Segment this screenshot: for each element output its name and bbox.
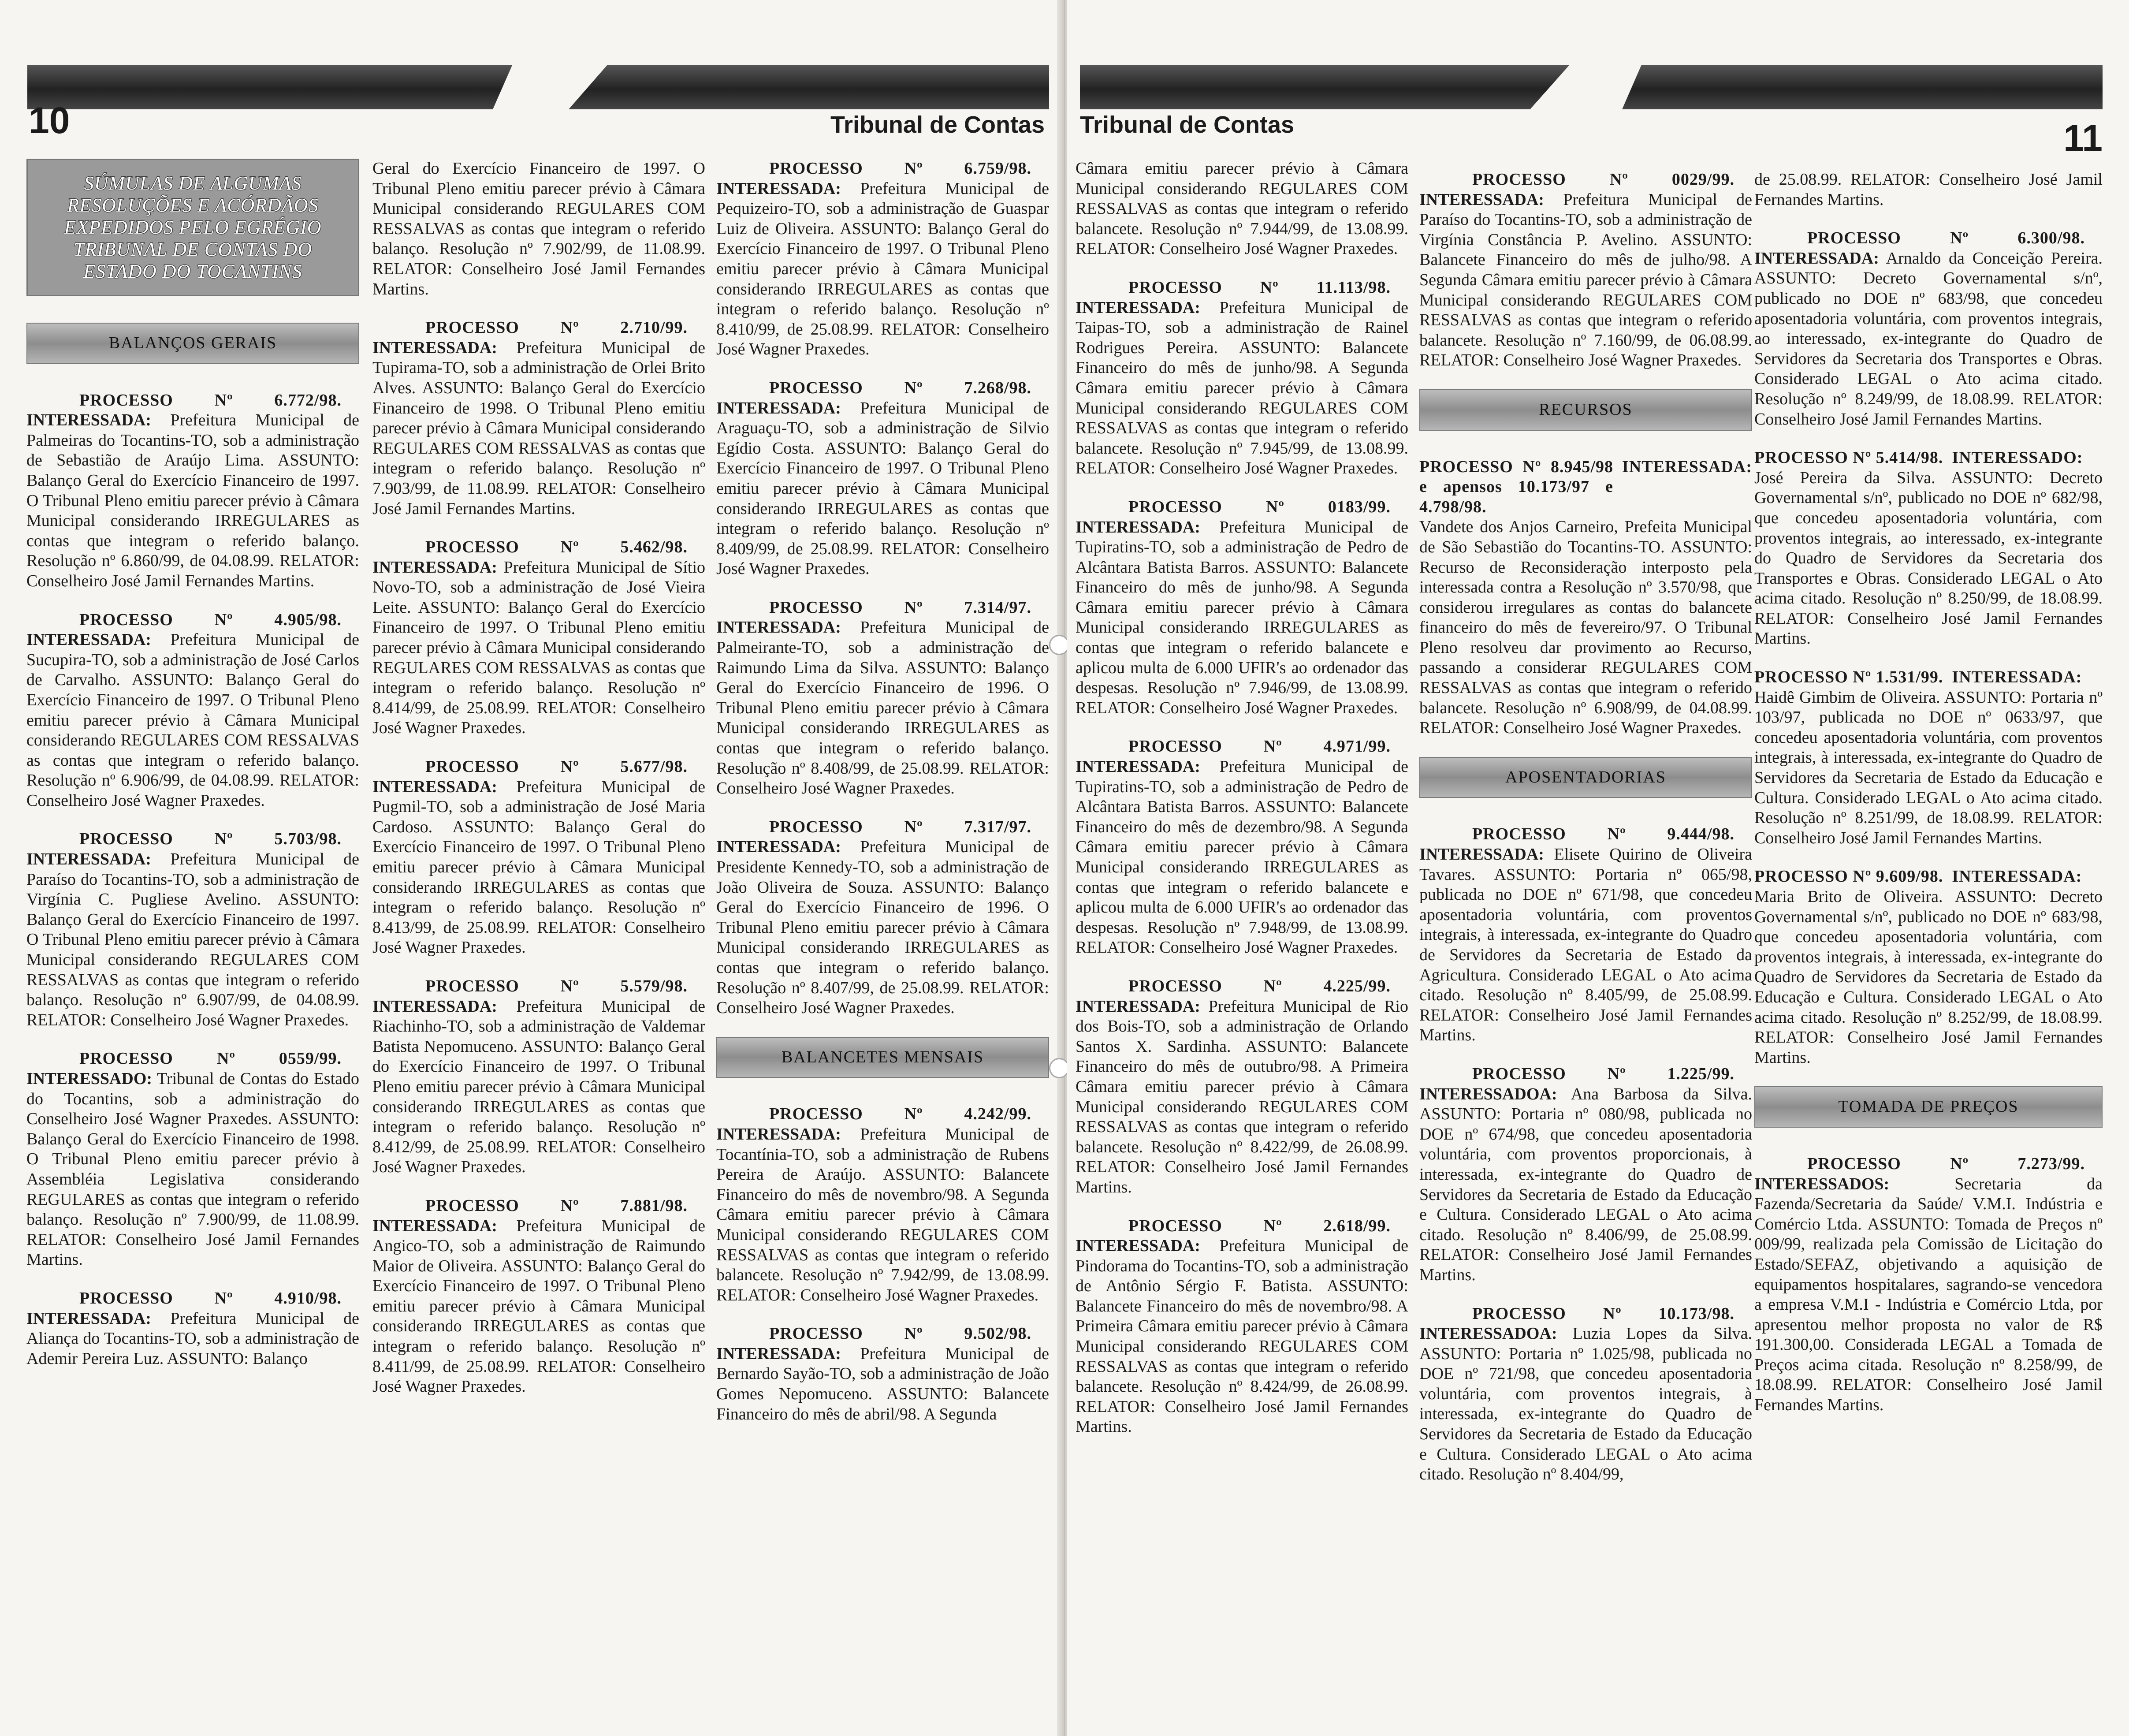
processo-number: 6.759/98.	[964, 159, 1031, 178]
processo-text: Prefeitura Municipal de Pequizeiro-TO, sob a administração de Guaspar Luiz de Oliveira. ASSUNTO: Balanço Geral do Exercício Financeiro de 1997. O Tribunal Pleno emitiu parecer prévio à Câmara Municipal considerando IRREGULARES as contas que integram o referido balanço. Resolução nº 8.410/99, de 25.08.99. RELATOR: Conselheiro José Wagner Praxedes.	[716, 179, 1050, 359]
interessada-label: INTERESSADA:	[1076, 997, 1200, 1016]
processo-number: 4.971/99.	[1323, 737, 1391, 756]
entries-right-col-2a	[1419, 170, 1752, 371]
processo-number: 5.677/98.	[620, 757, 688, 776]
processo-body	[372, 1216, 705, 1397]
processo-number: 4.225/99.	[1323, 976, 1391, 995]
interessada-label: INTERESSADA:	[716, 618, 841, 637]
processo-body	[716, 399, 1049, 579]
interessada-label: INTERESSADA:	[372, 338, 497, 357]
processo-n-label: Nº	[1950, 1154, 1969, 1173]
header-bar-right-a	[1080, 65, 1569, 109]
processo-text: Prefeitura Municipal de Paraíso do Tocantins-TO, sob a administração de Virgínia C. Pugliese Avelino. ASSUNTO: Balanço Geral do Exercício Financeiro de 1997. O Tribunal Pleno emitiu parecer prévio à Câmara Municipal considerando REGULARES COM RESSALVAS as contas que integram o referido balanço. Resolução nº 6.907/99, de 04.08.99. RELATOR: Conselheiro José Wagner Praxedes.	[26, 850, 360, 1029]
interessada-label: INTERESSADA:	[716, 179, 841, 198]
header-bar-left-b	[569, 65, 1049, 109]
section-recursos: RECURSOS	[1419, 389, 1752, 431]
processo-heading	[26, 829, 359, 849]
processo-n-label: Nº	[1603, 1304, 1622, 1323]
processo-n-label: Nº	[1263, 1216, 1282, 1235]
processo-entry	[372, 537, 705, 738]
processo-body	[1754, 688, 2103, 849]
continuation-lead: Geral do Exercício Financeiro de 1997. O Tribunal Pleno emitiu parecer prévio à Câmara Municipal considerando REGULARES COM RESSALVAS as contas que integram o referido balanço. Resolução nº 7.902/99, de 11.08.99. RELATOR: Conselheiro José Jamil Fernandes Martins.	[372, 159, 705, 298]
section-balancos-gerais: BALANÇOS GERAIS	[26, 323, 359, 364]
processo-n-label: Nº	[904, 1105, 923, 1124]
processo-number: 1.225/99.	[1667, 1064, 1734, 1083]
right-page	[1067, 0, 2129, 1736]
processo-body	[1076, 518, 1408, 719]
processo-number: 0183/99.	[1328, 497, 1391, 516]
processo-text: Ana Barbosa da Silva. ASSUNTO: Portaria nº 080/98, publicada no DOE nº 674/98, que concedeu aposentadoria voluntária, com proventos proporcionais, à interessada, ex-integrante do Quadro de Servidores da Secretaria de Estado da Educação e Cultura. Considerado LEGAL o Ato acima citado. Resolução nº 8.406/99, de 25.08.99. RELATOR: Conselheiro José Jamil Fernandes Martins.	[1419, 1084, 1752, 1284]
processo-text: Prefeitura Municipal de Tocantínia-TO, sob a administração de Rubens Pereira de Araújo. ASSUNTO: Balancete Financeiro do mês de novembro/98. A Segunda Câmara emitiu parecer prévio à Câmara Municipal considerando REGULARES COM RESSALVAS as contas que integram o referido balancete. Resolução nº 7.942/99, de 13.08.99. RELATOR: Conselheiro José Wagner Praxedes.	[716, 1125, 1050, 1304]
processo-heading	[716, 817, 1049, 838]
processo-heading	[1076, 737, 1408, 757]
processo-n-label: Nº	[1609, 170, 1628, 189]
entries-left-col-3b	[716, 1104, 1049, 1424]
continuation-text	[372, 159, 705, 299]
processo-text: Prefeitura Municipal de Pugmil-TO, sob a administração de José Maria Cardoso. ASSUNTO: Balanço Geral do Exercício Financeiro de 1997. O Tribunal Pleno emitiu parecer prévio à Câmara Municipal considerando IRREGULARES as contas que integram o referido balanço. Resolução nº 8.413/99, de 25.08.99. RELATOR: Conselheiro José Wagner Praxedes.	[372, 777, 706, 957]
processo-entry	[1076, 497, 1408, 719]
page-number-left: 10	[29, 100, 70, 141]
processo-entry	[1754, 867, 2103, 1068]
processo-label: PROCESSO	[79, 391, 173, 410]
processo-n-label: Nº	[1263, 737, 1282, 756]
interessada-label: INTERESSADA:	[716, 399, 841, 417]
interessada-label: INTERESSADA:	[716, 838, 841, 857]
processo-heading	[716, 1324, 1049, 1344]
processo-n-label: Nº	[214, 830, 233, 849]
processo-text: Vandete dos Anjos Carneiro, Prefeita Municipal de São Sebastião do Tocantins-TO. ASSUNTO: Recurso de Reconsideração interposto pela interessada contra a Resolução nº 3.570/98, que considerou irregulares as contas do balancete financeiro do mês de fevereiro/97. O Tribunal Pleno resolveu dar provimento ao Recurso, passando a considerar REGULARES COM RESSALVAS as contas que integram o referido balancete. Resolução nº 6.908/99, de 04.08.99. RELATOR: Conselheiro José Wagner Praxedes.	[1419, 518, 1752, 738]
right-col-3	[1754, 170, 2103, 1434]
processo-entry	[716, 817, 1049, 1018]
processo-label: PROCESSO	[769, 1105, 863, 1124]
left-col-2	[372, 159, 705, 1416]
processo-body	[26, 410, 359, 591]
left-col-3	[716, 159, 1049, 1443]
processo-body	[26, 849, 359, 1030]
processo-label: PROCESSO Nº 8.945/98 e apensos 10.173/97 e 4.798/98.	[1419, 457, 1614, 516]
processo-label: PROCESSO	[769, 598, 863, 617]
processo-entry	[1419, 457, 1752, 738]
processo-label: PROCESSO	[769, 1324, 863, 1343]
processo-label: PROCESSO Nº 9.609/98.	[1754, 867, 1943, 886]
processo-body	[1419, 845, 1752, 1046]
processo-heading	[1076, 278, 1408, 298]
processo-number: 2.618/99.	[1323, 1216, 1391, 1235]
interessada-label: INTERESSADA:	[26, 850, 151, 869]
processo-text: Prefeitura Municipal de Taipas-TO, sob a administração de Rainel Rodrigues Pereira. ASSUNTO: Balancete Financeiro do mês de junho/98. A Segunda Câmara emitiu parecer prévio à Câmara Municipal considerando REGULARES COM RESSALVAS as contas que integram o referido balancete. Resolução nº 7.945/99, de 13.08.99. RELATOR: Conselheiro José Wagner Praxedes.	[1076, 298, 1409, 478]
section-aposentadorias: APOSENTADORIAS	[1419, 757, 1752, 798]
processo-entry	[1754, 448, 2103, 649]
processo-n-label: Nº	[904, 817, 923, 836]
page-number-right: 11	[2063, 117, 2103, 159]
processo-n-label: Nº	[1607, 1064, 1626, 1083]
interessada-label: INTERESSADA:	[1622, 457, 1752, 476]
processo-body	[372, 997, 705, 1177]
processo-body	[372, 558, 705, 738]
processo-heading	[716, 378, 1049, 399]
processo-body	[1076, 997, 1408, 1198]
processo-text: Luzia Lopes da Silva. ASSUNTO: Portaria nº 1.025/98, publicada no DOE nº 721/98, que concedeu aposentadoria voluntária, com proventos integrais, à interessada, ex-integrante do Quadro de Servidores da Secretaria de Estado da Educação e Cultura. Considerado LEGAL o Ato acima citado. Resolução nº 8.404/99,	[1419, 1324, 1752, 1484]
processo-n-label: Nº	[560, 318, 579, 337]
processo-text: Prefeitura Municipal de Aliança do Tocantins-TO, sob a administração de Ademir Pereira Luz. ASSUNTO: Balanço	[26, 1309, 360, 1368]
processo-entry	[372, 757, 705, 958]
processo-heading	[372, 318, 705, 338]
processo-number: 6.772/98.	[274, 391, 342, 410]
processo-entry	[372, 318, 705, 519]
interessada-label: INTERESSADA:	[26, 1309, 151, 1328]
processo-n-label: Nº	[1260, 278, 1279, 297]
interessada-label: INTERESSADA:	[1419, 190, 1544, 209]
processo-number: 4.242/99.	[964, 1105, 1031, 1124]
processo-n-label: Nº	[560, 538, 579, 557]
processo-label: PROCESSO	[1807, 1154, 1901, 1173]
continuation-text	[1076, 159, 1408, 259]
processo-text: Prefeitura Municipal de Presidente Kennedy-TO, sob a administração de João Oliveira de Souza. ASSUNTO: Balanço Geral do Exercício Financeiro de 1996. O Tribunal Pleno emitiu parecer prévio à Câmara Municipal considerando IRREGULARES as contas que integram o referido balanço. Resolução nº 8.407/99, de 25.08.99. RELATOR: Conselheiro José Wagner Praxedes.	[716, 838, 1050, 1017]
processo-entry	[1076, 278, 1408, 479]
processo-body	[372, 777, 705, 958]
processo-body	[716, 837, 1049, 1018]
interessada-label: INTERESSADA:	[372, 777, 497, 796]
interessada-label: INTERESSADO:	[26, 1069, 153, 1088]
processo-n-label: Nº	[1950, 229, 1969, 248]
processo-entry	[1419, 824, 1752, 1046]
processo-number: 2.710/99.	[620, 318, 688, 337]
continuation-lead: de 25.08.99. RELATOR: Conselheiro José Jamil Fernandes Martins.	[1754, 170, 2103, 209]
processo-entry	[1754, 667, 2103, 848]
processo-heading	[372, 537, 705, 558]
processo-heading	[1419, 1304, 1752, 1324]
processo-n-label: Nº	[904, 159, 923, 178]
processo-text: Haidê Gimbim de Oliveira. ASSUNTO: Portaria nº 103/97, publicada no DOE nº 0633/97, que concedeu aposentadoria voluntária, com proventos integrais, à interessada, ex-integrante do Quadro de Servidores da Secretaria de Estado da Educação e Cultura. Considerado LEGAL o Ato acima citado. Resolução nº 8.251/99, de 18.08.99. RELATOR: Conselheiro José Jamil Fernandes Martins.	[1754, 688, 2103, 847]
processo-number: 7.881/98.	[620, 1196, 688, 1215]
header-bar-right-b	[1622, 65, 2103, 109]
processo-number: 4.910/98.	[274, 1289, 342, 1308]
processo-heading	[716, 598, 1049, 618]
processo-n-label: Nº	[1265, 497, 1284, 516]
processo-body	[1076, 1236, 1408, 1437]
processo-label: PROCESSO	[425, 538, 519, 557]
processo-body	[1076, 298, 1408, 479]
processo-body	[1419, 1084, 1752, 1285]
processo-text: José Pereira da Silva. ASSUNTO: Decreto Governamental s/nº, publicado no DOE nº 682/98, que concedeu aposentadoria voluntária, com proventos integrais, ao interessado, ex-integrante do Quadro de Servidores da Secretaria dos Transportes e Obras. Considerado LEGAL o Ato acima citado. Resolução nº 8.250/99, de 18.08.99. RELATOR: Conselheiro José Jamil Fernandes Martins.	[1754, 468, 2103, 648]
processo-heading	[1754, 867, 2103, 887]
processo-heading	[1419, 457, 1752, 518]
processo-entry	[1419, 170, 1752, 371]
processo-entry	[716, 159, 1049, 360]
processo-entry	[1419, 1064, 1752, 1285]
processo-label: PROCESSO	[1472, 170, 1566, 189]
processo-label: PROCESSO	[1128, 497, 1222, 516]
processo-label: PROCESSO	[79, 1289, 173, 1308]
continuation-lead: Câmara emitiu parecer prévio à Câmara Municipal considerando REGULARES COM RESSALVAS as contas que integram o referido balancete. Resolução nº 7.944/99, de 13.08.99. RELATOR: Conselheiro José Wagner Praxedes.	[1076, 159, 1408, 258]
processo-text: Prefeitura Municipal de Palmeirante-TO, sob a administração de Raimundo Lima da Silva. ASSUNTO: Balanço Geral do Exercício Financeiro de 1996. O Tribunal Pleno emitiu parecer prévio à Câmara Municipal considerando IRREGULARES as contas que integram o referido balanço. Resolução nº 8.408/99, de 25.08.99. RELATOR: Conselheiro José Wagner Praxedes.	[716, 618, 1050, 798]
section-balancetes-mensais: BALANCETES MENSAIS	[716, 1037, 1049, 1078]
processo-n-label: Nº	[904, 1324, 923, 1343]
processo-text: Prefeitura Municipal de Angico-TO, sob a administração de Raimundo Maior de Oliveira. ASSUNTO: Balanço Geral do Exercício Financeiro de 1997. O Tribunal Pleno emitiu parecer prévio à Câmara Municipal considerando IRREGULARES as contas que integram o referido balanço. Resolução nº 8.411/99, de 25.08.99. RELATOR: Conselheiro José Wagner Praxedes.	[372, 1216, 706, 1396]
processo-heading	[1754, 228, 2103, 249]
interessada-label: INTERESSADA:	[372, 997, 497, 1016]
processo-body	[1419, 1324, 1752, 1485]
processo-heading	[1754, 448, 2103, 468]
interessada-label: INTERESSADA:	[1076, 298, 1200, 317]
processo-text: Prefeitura Municipal de Sítio Novo-TO, sob a administração de José Vieira Leite. ASSUNTO: Balanço Geral do Exercício Financeiro de 1997. O Tribunal Pleno emitiu parecer prévio à Câmara Municipal considerando REGULARES COM RESSALVAS as contas que integram o referido balanço. Resolução nº 8.414/99, de 25.08.99. RELATOR: Conselheiro José Wagner Praxedes.	[372, 558, 705, 738]
processo-heading	[1076, 1216, 1408, 1237]
processo-body	[26, 630, 359, 811]
processo-number: 7.268/98.	[964, 378, 1031, 397]
processo-text: Prefeitura Municipal de Sucupira-TO, sob a administração de José Carlos de Carvalho. ASSUNTO: Balanço Geral do Exercício Financeiro de 1997. O Tribunal Pleno emitiu parecer prévio à Câmara Municipal considerando REGULARES COM RESSALVAS as contas que integram o referido balanço. Resolução nº 6.906/99, de 04.08.99. RELATOR: Conselheiro José Wagner Praxedes.	[26, 630, 360, 810]
processo-entry	[372, 1196, 705, 1397]
entries-left-col-1	[26, 391, 359, 1369]
processo-text: Elisete Quirino de Oliveira Tavares. ASSUNTO: Portaria nº 065/98, publicada no DOE nº 671/98, que concedeu aposentadoria voluntária, com proventos integrais, à interessada, ex-integrante do Quadro de Servidores da Secretaria de Estado da Agricultura. Considerado LEGAL o Ato acima citado. Resolução nº 8.405/99, de 25.08.99. RELATOR: Conselheiro José Jamil Fernandes Martins.	[1419, 845, 1752, 1045]
processo-n-label: Nº	[1263, 976, 1282, 995]
processo-number: 9.444/98.	[1667, 825, 1734, 844]
processo-label: PROCESSO	[769, 817, 863, 836]
processo-heading	[1754, 1154, 2103, 1174]
interessada-label: INTERESSADA:	[716, 1344, 841, 1363]
section-tomada-de-precos: TOMADA DE PREÇOS	[1754, 1086, 2103, 1128]
processo-body	[1754, 1174, 2103, 1416]
processo-entry	[1419, 1304, 1752, 1485]
header-title-left: Tribunal de Contas	[830, 112, 1045, 138]
processo-entry	[26, 391, 359, 592]
processo-label: PROCESSO	[1128, 1216, 1222, 1235]
processo-number: 10.173/98.	[1658, 1304, 1734, 1323]
processo-body	[716, 618, 1049, 798]
processo-heading	[1754, 667, 2103, 688]
processo-label: PROCESSO	[1807, 229, 1901, 248]
processo-entry	[1754, 1154, 2103, 1416]
processo-heading	[372, 757, 705, 777]
interessada-label: INTERESSADO:	[1952, 448, 2083, 467]
processo-entry	[716, 1324, 1049, 1424]
processo-text: Prefeitura Municipal de Palmeiras do Tocantins-TO, sob a administração de Sebastião de Araújo Lima. ASSUNTO: Balanço Geral do Exercício Financeiro de 1997. O Tribunal Pleno emitiu parecer prévio à Câmara Municipal considerando IRREGULARES as contas que integram o referido balanço. Resolução nº 6.860/99, de 04.08.99. RELATOR: Conselheiro José Jamil Fernandes Martins.	[26, 411, 360, 590]
processo-entry	[26, 1289, 359, 1369]
processo-text: Prefeitura Municipal de Paraíso do Tocantins-TO, sob a administração de Virgínia Constância P. Avelino. ASSUNTO: Balancete Financeiro do mês de julho/98. A Segunda Câmara emitiu parecer prévio à Câmara Municipal considerando REGULARES COM RESSALVAS as contas que integram o referido balancete. Resolução nº 7.160/99, de 06.08.99. RELATOR: Conselheiro José Wagner Praxedes.	[1419, 190, 1753, 370]
processo-label: PROCESSO	[79, 830, 173, 849]
processo-body	[372, 338, 705, 519]
interessada-label: INTERESSADA:	[1952, 668, 2082, 687]
interessada-label: INTERESSADA:	[1076, 1237, 1200, 1255]
processo-text: Maria Brito de Oliveira. ASSUNTO: Decreto Governamental s/nº, publicado no DOE nº 683/98, que concedeu aposentadoria voluntária, com proventos integrais, à interessada, ex-integrante do Quadro de Servidores da Secretaria de Estado da Educação e Cultura. Considerado LEGAL o Ato acima citado. Resolução nº 8.252/99, de 18.08.99. RELATOR: Conselheiro José Jamil Fernandes Martins.	[1754, 887, 2103, 1067]
interessada-label: INTERESSADA:	[1754, 249, 1879, 268]
right-col-2	[1419, 170, 1752, 1503]
processo-entry	[1076, 737, 1408, 958]
processo-label: PROCESSO	[769, 159, 863, 178]
interessada-label: INTERESSADA:	[372, 558, 497, 577]
processo-number: 4.905/98.	[274, 610, 342, 629]
processo-text: Prefeitura Municipal de Tupiratins-TO, sob a administração de Pedro de Alcântara Batista Barros. ASSUNTO: Balancete Financeiro do mês de dezembro/98. A Segunda Câmara emitiu parecer prévio à Câmara Municipal considerando IRREGULARES as contas que integram o referido balancete e aplicou multa de 6.000 UFIR's ao ordenador das despesas. Resolução nº 7.948/99, de 13.08.99. RELATOR: Conselheiro José Wagner Praxedes.	[1076, 757, 1409, 957]
processo-entry	[716, 1104, 1049, 1305]
processo-number: 7.314/97.	[964, 598, 1031, 617]
processo-entry	[1076, 976, 1408, 1198]
processo-n-label: Nº	[904, 378, 923, 397]
processo-label: PROCESSO Nº 1.531/99.	[1754, 668, 1943, 687]
processo-n-label: Nº	[560, 976, 579, 995]
processo-heading	[716, 1104, 1049, 1125]
interessada-label: INTERESSADA:	[26, 630, 151, 649]
header-title-right: Tribunal de Contas	[1080, 112, 1295, 138]
processo-number: 0029/99.	[1671, 170, 1734, 189]
processo-n-label: Nº	[904, 598, 923, 617]
interessada-label: INTERESSADOA:	[1419, 1084, 1557, 1103]
entries-right-col-3b	[1754, 1154, 2103, 1416]
processo-heading	[1419, 824, 1752, 845]
processo-text: Tribunal de Contas do Estado do Tocantins, sob a administração do Conselheiro José Wagner Praxedes. ASSUNTO: Balanço Geral do Exercício Financeiro de 1998. O Tribunal Pleno emitiu parecer prévio à Assembléia Legislativa considerando REGULARES as contas que integram o referido balanço. Resolução nº 7.900/99, de 11.08.99. RELATOR: Conselheiro José Jamil Fernandes Martins.	[26, 1069, 359, 1269]
processo-heading	[1076, 497, 1408, 518]
processo-label: PROCESSO	[1472, 1064, 1566, 1083]
entries-left-col-3a	[716, 159, 1049, 1018]
processo-text: Prefeitura Municipal de Bernardo Sayão-TO, sob a administração de João Gomes Nepomuceno. ASSUNTO: Balancete Financeiro do mês de abril/98. A Segunda	[716, 1344, 1050, 1423]
processo-heading	[372, 1196, 705, 1216]
processo-number: 11.113/98.	[1316, 278, 1391, 297]
processo-heading	[26, 391, 359, 411]
processo-number: 7.317/97.	[964, 817, 1031, 836]
processo-label: PROCESSO Nº 5.414/98.	[1754, 448, 1943, 467]
processo-heading	[26, 1049, 359, 1069]
processo-entry	[372, 976, 705, 1177]
processo-body	[1754, 887, 2103, 1068]
processo-heading	[1419, 170, 1752, 190]
processo-label: PROCESSO	[425, 318, 519, 337]
sumulas-title: SÚMULAS DE ALGUMAS RESOLUÇÕES E ACÓRDÃOS EXPEDIDOS PELO EGRÉGIO TRIBUNAL DE CONTAS DO ESTADO DO TOCANTINS	[26, 159, 359, 296]
processo-entry	[716, 378, 1049, 579]
processo-body	[26, 1069, 359, 1270]
left-page	[0, 0, 1062, 1736]
processo-n-label: Nº	[1607, 825, 1626, 844]
processo-label: PROCESSO	[425, 1196, 519, 1215]
entries-right-col-3	[1754, 228, 2103, 1068]
processo-text: Prefeitura Municipal de Araguaçu-TO, sob a administração de Silvio Egídio Costa. ASSUNTO: Balanço Geral do Exercício Financeiro de 1997. O Tribunal Pleno emitiu parecer prévio à Câmara Municipal considerando IRREGULARES as contas que integram o referido balanço. Resolução nº 8.409/99, de 25.08.99. RELATOR: Conselheiro José Wagner Praxedes.	[716, 399, 1050, 578]
processo-heading	[372, 976, 705, 997]
entries-left-col-2	[372, 318, 705, 1397]
right-col-1	[1076, 159, 1408, 1456]
processo-entry	[26, 829, 359, 1030]
processo-heading	[716, 159, 1049, 179]
processo-heading	[1076, 976, 1408, 997]
processo-heading	[26, 1289, 359, 1309]
processo-label: PROCESSO	[79, 1049, 173, 1068]
processo-label: PROCESSO	[769, 378, 863, 397]
processo-number: 5.703/98.	[274, 830, 342, 849]
processo-number: 0559/99.	[279, 1049, 342, 1068]
processo-text: Arnaldo da Conceição Pereira. ASSUNTO: Decreto Governamental s/nº, publicado no DOE nº 683/98, que concedeu aposentadoria voluntária, com proventos integrais, ao interessado, ex-integrante do Quadro de Servidores da Secretaria dos Transportes e Obras. Considerado LEGAL o Ato acima citado. Resolução nº 8.249/99, de 18.08.99. RELATOR: Conselheiro José Jamil Fernandes Martins.	[1754, 249, 2103, 428]
interessada-label: INTERESSADA:	[1419, 845, 1544, 864]
processo-text: Prefeitura Municipal de Rio dos Bois-TO, sob a administração de Orlando Santos X. Sardinha. ASSUNTO: Balancete Financeiro do mês de outubro/98. A Primeira Câmara emitiu parecer prévio à Câmara Municipal considerando REGULARES COM RESSALVAS as contas que integram o referido balancete. Resolução nº 8.422/99, de 26.08.99. RELATOR: Conselheiro José Jamil Fernandes Martins.	[1076, 997, 1408, 1196]
processo-entry	[26, 1049, 359, 1270]
interessada-label: INTERESSADOA:	[1419, 1324, 1557, 1343]
processo-n-label: Nº	[216, 1049, 235, 1068]
processo-body	[1076, 757, 1408, 958]
processo-body	[1754, 249, 2103, 429]
processo-label: PROCESSO	[1472, 825, 1566, 844]
processo-text: Prefeitura Municipal de Tupirama-TO, sob a administração de Orlei Brito Alves. ASSUNTO: Balanço Geral do Exercício Financeiro de 1998. O Tribunal Pleno emitiu parecer prévio à Câmara Municipal considerando REGULARES COM RESSALVAS as contas que integram o referido balanço. Resolução nº 7.903/99, de 11.08.99. RELATOR: Conselheiro José Jamil Fernandes Martins.	[372, 338, 706, 518]
processo-entry	[716, 598, 1049, 799]
processo-label: PROCESSO	[1128, 737, 1222, 756]
processo-heading	[26, 610, 359, 630]
interessada-label: INTERESSADA:	[1952, 867, 2082, 886]
interessada-label: INTERESSADA:	[1076, 757, 1200, 776]
left-col-1	[26, 159, 359, 1387]
interessada-label: INTERESSADOS:	[1754, 1174, 1890, 1193]
processo-label: PROCESSO	[1472, 1304, 1566, 1323]
processo-n-label: Nº	[214, 610, 233, 629]
processo-heading	[1419, 1064, 1752, 1084]
interessada-label: INTERESSADA:	[1076, 518, 1200, 536]
processo-label: PROCESSO	[425, 757, 519, 776]
processo-entry	[26, 610, 359, 811]
processo-body	[716, 1125, 1049, 1305]
processo-text: Prefeitura Municipal de Tupiratins-TO, sob a administração de Pedro de Alcântara Batista Barros. ASSUNTO: Balancete Financeiro do mês de junho/98. A Segunda Câmara emitiu parecer prévio à Câmara Municipal considerando IRREGULARES as contas que integram o referido balancete e aplicou multa de 6.000 UFIR's ao ordenador das despesas. Resolução nº 7.946/99, de 13.08.99. RELATOR: Conselheiro José Wagner Praxedes.	[1076, 518, 1409, 717]
entries-right-col-2b	[1419, 457, 1752, 738]
processo-label: PROCESSO	[79, 610, 173, 629]
processo-body	[1754, 468, 2103, 649]
processo-n-label: Nº	[560, 1196, 579, 1215]
processo-entry	[1754, 228, 2103, 429]
processo-body	[716, 1344, 1049, 1424]
processo-label: PROCESSO	[1128, 976, 1222, 995]
processo-body	[1419, 190, 1752, 371]
processo-entry	[1076, 1216, 1408, 1438]
processo-body	[1419, 517, 1752, 738]
entries-right-col-2c	[1419, 824, 1752, 1484]
processo-n-label: Nº	[560, 757, 579, 776]
processo-number: 6.300/98.	[2017, 229, 2085, 248]
processo-number: 7.273/99.	[2017, 1154, 2085, 1173]
interessada-label: INTERESSADA:	[26, 411, 151, 430]
processo-body	[26, 1309, 359, 1369]
processo-label: PROCESSO	[425, 976, 519, 995]
header-bar-left-a	[27, 65, 512, 109]
processo-number: 9.502/98.	[964, 1324, 1031, 1343]
processo-text: Prefeitura Municipal de Pindorama do Tocantins-TO, sob a administração de Antônio Sérgio F. Batista. ASSUNTO: Balancete Financeiro do mês de novembro/98. A Primeira Câmara emitiu parecer prévio à Câmara Municipal considerando REGULARES COM RESSALVAS as contas que integram o referido balancete. Resolução nº 8.424/99, de 26.08.99. RELATOR: Conselheiro José Jamil Fernandes Martins.	[1076, 1237, 1409, 1436]
processo-number: 5.462/98.	[620, 538, 688, 557]
entries-right-col-1	[1076, 278, 1408, 1437]
processo-text: Prefeitura Municipal de Riachinho-TO, sob a administração de Valdemar Batista Nepomuceno. ASSUNTO: Balanço Geral do Exercício Financeiro de 1997. O Tribunal Pleno emitiu parecer prévio à Câmara Municipal considerando IRREGULARES as contas que integram o referido balanço. Resolução nº 8.412/99, de 25.08.99. RELATOR: Conselheiro José Wagner Praxedes.	[372, 997, 706, 1177]
processo-n-label: Nº	[214, 391, 233, 410]
interessada-label: INTERESSADA:	[716, 1125, 841, 1144]
processo-n-label: Nº	[214, 1289, 233, 1308]
processo-label: PROCESSO	[1128, 278, 1222, 297]
processo-body	[716, 179, 1049, 360]
continuation-text	[1754, 170, 2103, 210]
interessada-label: INTERESSADA:	[372, 1216, 497, 1235]
processo-text: Secretaria da Fazenda/Secretaria da Saúde/ V.M.I. Indústria e Comércio Ltda. ASSUNTO: Tomada de Preços nº 009/99, realizada pela Comissão de Licitação do Estado/SEFAZ, objetivando a aquisição de equipamentos hospitalares, sagrando-se vencedora a empresa V.M.I - Indústria e Comércio Ltda, por apresentou melhor proposta no valor de R$ 191.300,00. Considerada LEGAL a Tomada de Preços acima citada. Resolução nº 8.258/99, de 18.08.99. RELATOR: Conselheiro José Jamil Fernandes Martins.	[1754, 1174, 2103, 1415]
processo-number: 5.579/98.	[620, 976, 688, 995]
